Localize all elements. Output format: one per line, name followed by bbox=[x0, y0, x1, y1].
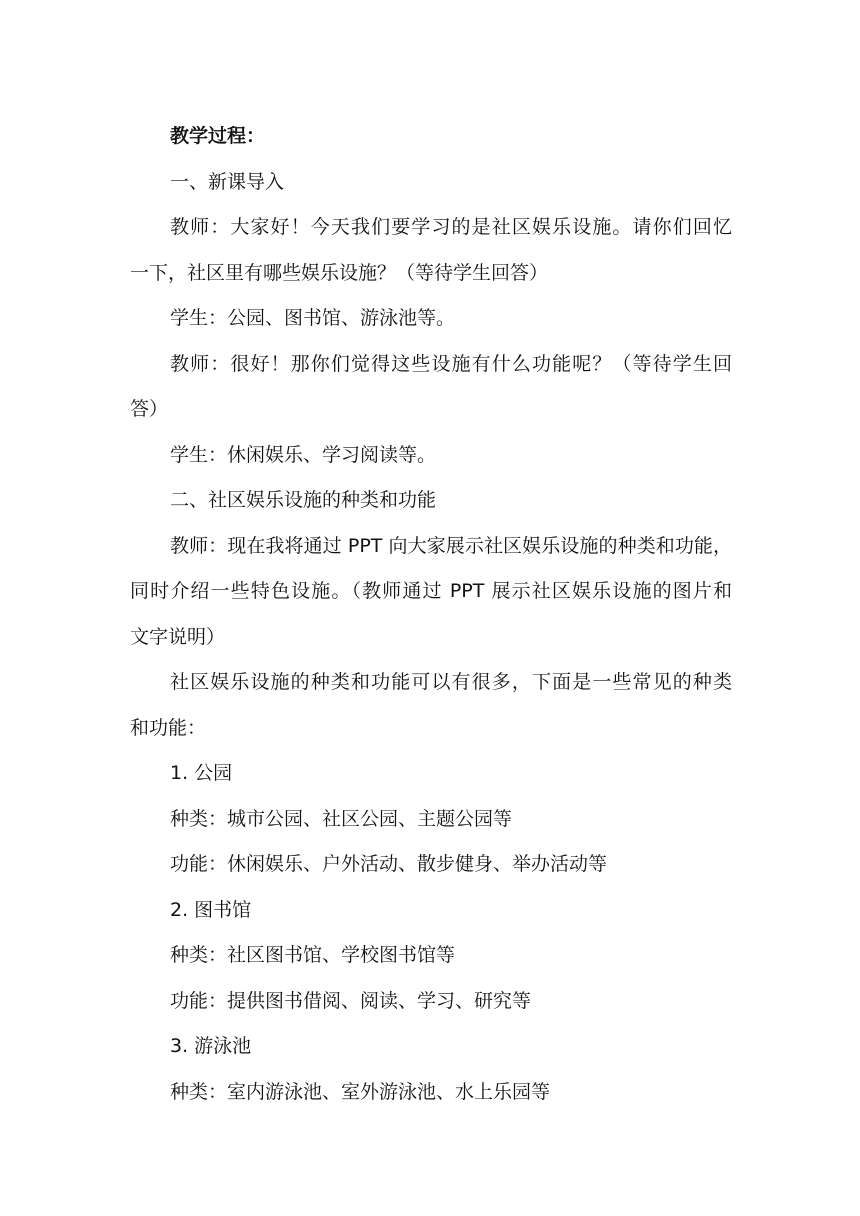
list-item-detail: 种类：城市公园、社区公园、主题公园等 bbox=[170, 807, 513, 830]
paragraph-line: 一下，社区里有哪些娱乐设施？（等待学生回答） bbox=[130, 261, 549, 284]
page-heading: 教学过程： bbox=[170, 125, 266, 147]
paragraph-line: 答） bbox=[130, 398, 169, 420]
paragraph-line: 教师：现在我将通过 PPT 向大家展示社区娱乐设施的种类和功能， bbox=[170, 534, 732, 557]
paragraph-line: 文字说明） bbox=[130, 625, 226, 648]
section-title: 二、社区娱乐设施的种类和功能 bbox=[170, 489, 437, 511]
document-page bbox=[130, 114, 732, 1115]
paragraph-line: 学生：公园、图书馆、游泳池等。 bbox=[170, 307, 456, 329]
section-title: 一、新课导入 bbox=[170, 170, 285, 193]
list-item-title: 3. 游泳池 bbox=[170, 1035, 252, 1057]
paragraph-line: 教师：大家好！今天我们要学习的是社区娱乐设施。请你们回忆 bbox=[170, 216, 732, 238]
list-item-detail: 功能：休闲娱乐、户外活动、散步健身、举办活动等 bbox=[170, 853, 608, 875]
list-item-detail: 功能：提供图书借阅、阅读、学习、研究等 bbox=[170, 989, 532, 1012]
paragraph-line: 和功能： bbox=[130, 716, 207, 739]
list-item-title: 1. 公园 bbox=[170, 762, 233, 784]
list-item-detail: 种类：社区图书馆、学校图书馆等 bbox=[170, 944, 456, 966]
paragraph-line: 学生：休闲娱乐、学习阅读等。 bbox=[170, 443, 437, 466]
paragraph-line: 同时介绍一些特色设施。（教师通过 PPT 展示社区娱乐设施的图片和 bbox=[130, 580, 732, 602]
list-item-title: 2. 图书馆 bbox=[170, 898, 252, 921]
paragraph-line: 社区娱乐设施的种类和功能可以有很多，下面是一些常见的种类 bbox=[170, 671, 732, 693]
list-item-detail: 种类：室内游泳池、室外游泳池、水上乐园等 bbox=[170, 1080, 551, 1103]
paragraph-line: 教师：很好！那你们觉得这些设施有什么功能呢？（等待学生回 bbox=[170, 352, 732, 375]
